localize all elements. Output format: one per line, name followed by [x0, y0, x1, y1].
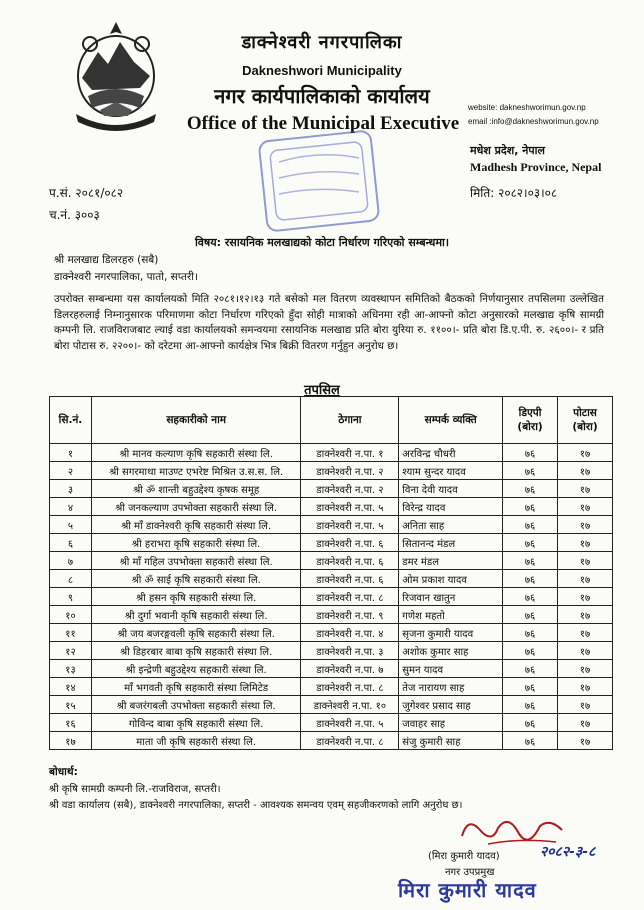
- cc-line-2: श्री वडा कार्यालय (सबै), डाक्नेश्वरी नगरपालिका, सप्तरी - आवश्यक समन्वय एवम् सहजीकरणको लागि अनुरोध छ।: [49, 800, 463, 811]
- table-cell: ७६: [503, 516, 558, 534]
- table-cell: १७: [558, 696, 613, 714]
- table-row: [50, 534, 613, 552]
- table-cell: गणेश महतो: [399, 606, 503, 624]
- column-header: सहकारीको नाम: [91, 397, 301, 444]
- table-cell: विना देवी यादव: [399, 480, 503, 498]
- signatory-title: नगर उपप्रमुख: [445, 867, 495, 878]
- table-cell: अरविन्द्र चौधरी: [399, 444, 503, 462]
- table-cell: २: [50, 462, 92, 480]
- table-cell: डाक्नेश्वरी न.पा. २: [301, 480, 399, 498]
- dispatch-number: च.नं. ३००३: [49, 208, 100, 222]
- table-cell: डाक्नेश्वरी न.पा. ७: [301, 660, 399, 678]
- subject-line: विषय: रसायनिक मलखाद्यको कोटा निर्धारण गरिएको सम्बन्धमा।: [194, 236, 450, 249]
- reference-number: प.सं. २०८१/०८२: [49, 186, 124, 200]
- table-cell: ७: [50, 552, 92, 570]
- table-cell: ७६: [503, 642, 558, 660]
- table-cell: श्री माँ डाक्नेश्वरी कृषि सहकारी संस्था लि.: [91, 516, 301, 534]
- body-paragraph: उपरोक्त सम्बन्धमा यस कार्यालयको मिति २०८१।१२।१३ गते बसेको मल वितरण व्यवस्थापन समितिको बैठकको निर्णयानुसार तपसिलमा उल्लेखित डिलरहरुलाई निम्नानुसारक परिमाणमा कोटा निर्धारण गरिएको हुँदा सोही मात्राको अधिनमा रही आ-आफ्नो कोटा अनुसारको मलखाद्य कृषि सामग्री कम्पनी लि. राजविराजबाट ल्याई वडा कार्यालयको समन्वयमा रसायनिक मलखाद्य प्रति बोरा युरिया रु. ११००।- प्रति बोरा डि.ए.पी. रु. २६००।- र प्रति बोरा पोटास रु. २२००।- को दरेटमा आ-आफ्नो कार्यक्षेत्र भित्र बिक्री वितरण गर्नुहुन अनुरोध छ।: [54, 293, 604, 352]
- table-cell: ७६: [503, 588, 558, 606]
- table-cell: १७: [50, 732, 92, 750]
- table-cell: ३: [50, 480, 92, 498]
- table-cell: १७: [558, 516, 613, 534]
- table-row: [50, 696, 613, 714]
- table-cell: डाक्नेश्वरी न.पा. ३: [301, 642, 399, 660]
- municipality-name-np: डाक्नेश्वरी नगरपालिका: [241, 32, 403, 53]
- municipality-name-en: Dakneshwori Municipality: [242, 63, 402, 78]
- table-cell: माता जी कृषि सहकारी संस्था लि.: [91, 732, 301, 750]
- table-cell: १७: [558, 498, 613, 516]
- column-header: सि.नं.: [50, 397, 92, 444]
- table-cell: १७: [558, 588, 613, 606]
- table-cell: डाक्नेश्वरी न.पा. ५: [301, 714, 399, 732]
- table-row: [50, 552, 613, 570]
- table-title: तपसिल: [304, 383, 340, 398]
- table-cell: १३: [50, 660, 92, 678]
- table-cell: डमर मंडल: [399, 552, 503, 570]
- office-stamp-icon: [255, 130, 385, 232]
- table-cell: डाक्नेश्वरी न.पा. २: [301, 462, 399, 480]
- table-cell: ७६: [503, 660, 558, 678]
- table-cell: ७६: [503, 678, 558, 696]
- table-cell: ७६: [503, 696, 558, 714]
- table-cell: ७६: [503, 624, 558, 642]
- table-cell: १६: [50, 714, 92, 732]
- table-cell: श्री ॐ साई कृषि सहकारी संस्था लि.: [91, 570, 301, 588]
- table-cell: ७६: [503, 732, 558, 750]
- table-cell: ४: [50, 498, 92, 516]
- table-row: [50, 570, 613, 588]
- table-cell: श्री डिहरबार बाबा कृषि सहकारी संस्था लि.: [91, 642, 301, 660]
- table-row: [50, 498, 613, 516]
- table-cell: डाक्नेश्वरी न.पा. ८: [301, 678, 399, 696]
- table-cell: १७: [558, 660, 613, 678]
- table-cell: ७६: [503, 480, 558, 498]
- dealer-quota-table: [49, 396, 613, 750]
- addressee-line-1: श्री मलखाद्य डिलरहरु (सबै): [54, 254, 159, 266]
- table-row: [50, 480, 613, 498]
- table-cell: ५: [50, 516, 92, 534]
- table-cell: ७६: [503, 570, 558, 588]
- table-cell: १२: [50, 642, 92, 660]
- table-row: [50, 462, 613, 480]
- table-row: [50, 678, 613, 696]
- cc-line-1: श्री कृषि सामग्री कम्पनी लि.-राजविराज, सप्तरी।: [49, 784, 221, 795]
- table-cell: डाक्नेश्वरी न.पा. ६: [301, 534, 399, 552]
- table-row: [50, 516, 613, 534]
- table-row: [50, 732, 613, 750]
- table-cell: सृजना कुमारी यादव: [399, 624, 503, 642]
- signature-date: २०८२-३-८: [540, 844, 596, 860]
- table-cell: श्री जय बजरङ्गवली कृषि सहकारी संस्था लि.: [91, 624, 301, 642]
- table-cell: विरेन्द्र यादव: [399, 498, 503, 516]
- signatory-name: (मिरा कुमारी यादव): [428, 851, 500, 862]
- table-cell: १७: [558, 462, 613, 480]
- table-cell: डाक्नेश्वरी न.पा. ९: [301, 606, 399, 624]
- table-cell: गोविन्द बाबा कृषि सहकारी संस्था लि.: [91, 714, 301, 732]
- table-row: [50, 624, 613, 642]
- addressee-line-2: डाक्नेश्वरी नगरपालिका, पातो, सप्तरी।: [54, 271, 198, 283]
- table-cell: डाक्नेश्वरी न.पा. ६: [301, 570, 399, 588]
- table-cell: १०: [50, 606, 92, 624]
- column-header: ठेगाना: [301, 397, 399, 444]
- table-cell: १७: [558, 714, 613, 732]
- table-cell: डाक्नेश्वरी न.पा. ८: [301, 588, 399, 606]
- table-cell: १७: [558, 624, 613, 642]
- table-cell: १७: [558, 678, 613, 696]
- table-row: [50, 642, 613, 660]
- table-cell: डाक्नेश्वरी न.पा. ५: [301, 498, 399, 516]
- table-cell: श्री सगरमाथा माउण्ट एभरेष्ट मिश्रित उ.स.स. लि.: [91, 462, 301, 480]
- column-header: डिएपी (बोरा): [503, 397, 558, 444]
- table-cell: ७६: [503, 462, 558, 480]
- table-cell: ८: [50, 570, 92, 588]
- table-cell: ७६: [503, 534, 558, 552]
- table-cell: १७: [558, 642, 613, 660]
- table-row: [50, 606, 613, 624]
- table-cell: ७६: [503, 552, 558, 570]
- table-cell: संजु कुमारी साह: [399, 732, 503, 750]
- table-cell: श्री हसन कृषि सहकारी संस्था लि.: [91, 588, 301, 606]
- table-cell: १७: [558, 606, 613, 624]
- table-cell: श्याम सुन्दर यादव: [399, 462, 503, 480]
- table-cell: १७: [558, 480, 613, 498]
- signatory-name-stamp: मिरा कुमारी यादव: [398, 878, 537, 902]
- table-cell: ११: [50, 624, 92, 642]
- table-cell: डाक्नेश्वरी न.पा. ५: [301, 516, 399, 534]
- table-cell: अशोक कुमार साह: [399, 642, 503, 660]
- table-cell: सुमन यादव: [399, 660, 503, 678]
- table-cell: डाक्नेश्वरी न.पा. ६: [301, 552, 399, 570]
- table-cell: अनिता साह: [399, 516, 503, 534]
- table-cell: १७: [558, 534, 613, 552]
- table-cell: ७६: [503, 498, 558, 516]
- table-row: [50, 714, 613, 732]
- table-cell: १४: [50, 678, 92, 696]
- table-cell: जवाहर साह: [399, 714, 503, 732]
- table-cell: ६: [50, 534, 92, 552]
- table-cell: श्री जनकल्याण उपभोक्ता सहकारी संस्था लि.: [91, 498, 301, 516]
- table-cell: १७: [558, 552, 613, 570]
- table-cell: ७६: [503, 444, 558, 462]
- table-cell: डाक्नेश्वरी न.पा. १०: [301, 696, 399, 714]
- table-row: [50, 444, 613, 462]
- table-cell: ७६: [503, 714, 558, 732]
- table-cell: ७६: [503, 606, 558, 624]
- table-cell: डाक्नेश्वरी न.पा. ४: [301, 624, 399, 642]
- table-cell: डाक्नेश्वरी न.पा. १: [301, 444, 399, 462]
- province-np: मधेश प्रदेश, नेपाल: [470, 144, 545, 157]
- table-cell: श्री मानव कल्याण कृषि सहकारी संस्था लि.: [91, 444, 301, 462]
- table-cell: १७: [558, 444, 613, 462]
- table-cell: तेज नारायण साह: [399, 678, 503, 696]
- email-text: email :info@dakneshworimun.gov.np: [468, 117, 599, 126]
- table-row: [50, 588, 613, 606]
- table-cell: ९: [50, 588, 92, 606]
- table-cell: माँ भगवती कृषि सहकारी संस्था लिमिटेड: [91, 678, 301, 696]
- table-cell: १५: [50, 696, 92, 714]
- table-cell: श्री हराभरा कृषि सहकारी संस्था लि.: [91, 534, 301, 552]
- table-cell: श्री ॐ शान्ती बहुउद्देश्य कृषक समूह: [91, 480, 301, 498]
- table-cell: १७: [558, 732, 613, 750]
- table-cell: जुगेश्वर प्रसाद साह: [399, 696, 503, 714]
- table-cell: १७: [558, 570, 613, 588]
- table-cell: ओम प्रकाश यादव: [399, 570, 503, 588]
- cc-title: बोधार्थ:: [49, 766, 78, 778]
- province-en: Madhesh Province, Nepal: [470, 160, 602, 174]
- office-name-en: Office of the Municipal Executive: [186, 113, 460, 134]
- table-cell: १: [50, 444, 92, 462]
- table-header-row: [50, 397, 613, 444]
- website-text: website: dakneshworimun.gov.np: [468, 103, 586, 112]
- table-cell: श्री बजरंगबली उपभोक्ता सहकारी संस्था लि.: [91, 696, 301, 714]
- table-cell: डाक्नेश्वरी न.पा. ८: [301, 732, 399, 750]
- column-header: सम्पर्क व्यक्ति: [399, 397, 503, 444]
- letter-date: मिति: २०८२।०३।०८: [470, 186, 558, 200]
- office-name-np: नगर कार्यपालिकाको कार्यालय: [214, 84, 430, 108]
- table-cell: श्री इन्द्रेणी बहुउद्देश्य सहकारी संस्था लि.: [91, 660, 301, 678]
- table-cell: श्री दुर्गा भवानी कृषि सहकारी संस्था लि.: [91, 606, 301, 624]
- table-cell: श्री माँ गहिल उपभोक्ता सहकारी संस्था लि.: [91, 552, 301, 570]
- table-row: [50, 660, 613, 678]
- column-header: पोटास (बोरा): [558, 397, 613, 444]
- table-cell: सितानन्द मंडल: [399, 534, 503, 552]
- table-cell: रिजवान खातुन: [399, 588, 503, 606]
